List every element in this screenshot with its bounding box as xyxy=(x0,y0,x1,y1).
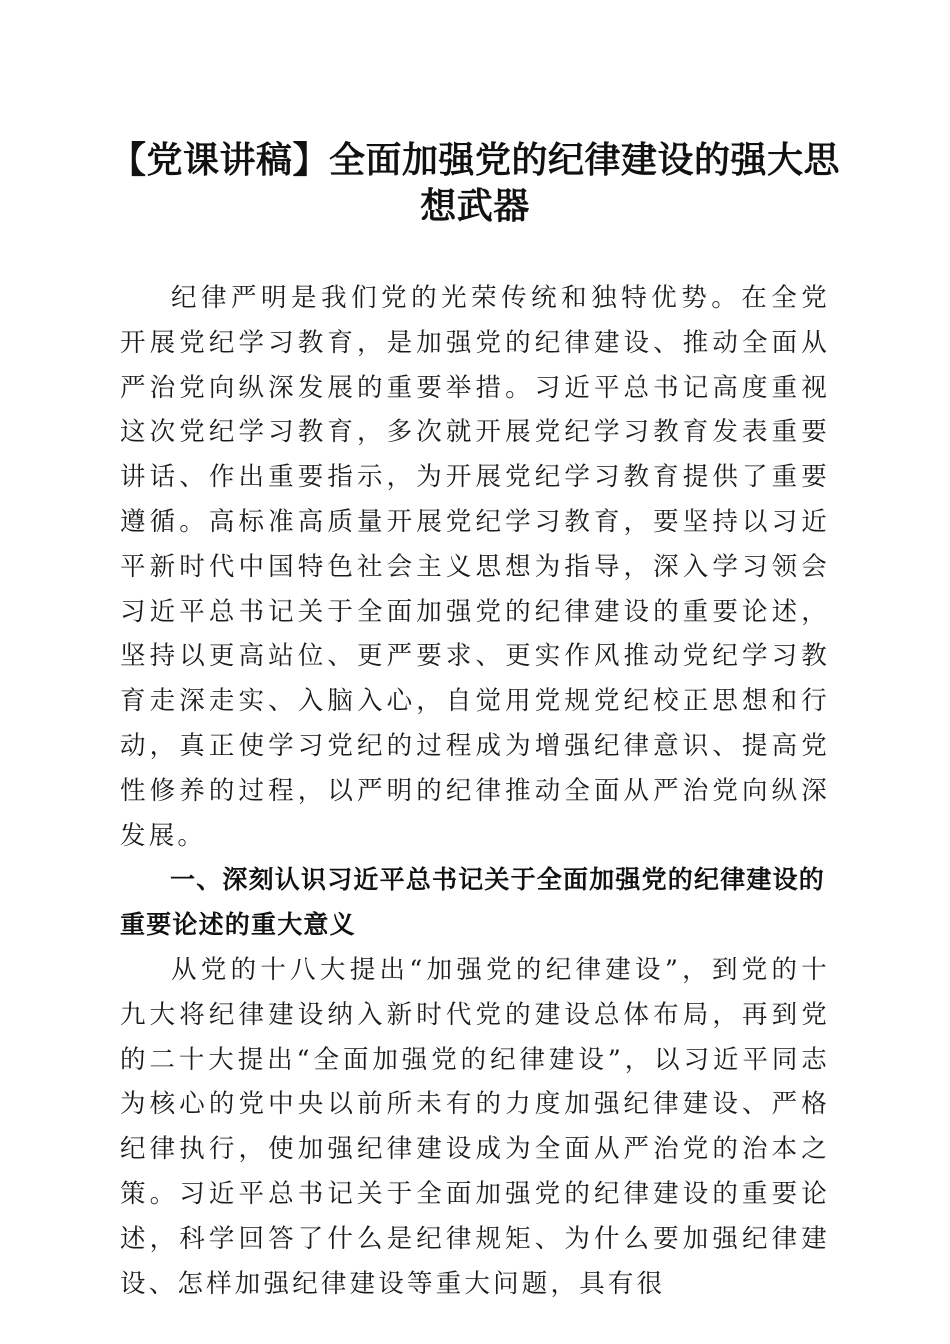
section-heading: 一、深刻认识习近平总书记关于全面加强党的纪律建设的重要论述的重大意义 xyxy=(120,865,826,940)
document-body xyxy=(120,276,830,1306)
document-title: 【党课讲稿】全面加强党的纪律建设的强大思想武器 xyxy=(109,140,840,227)
intro-paragraph: 纪律严明是我们党的光荣传统和独特优势。在全党开展党纪学习教育，是加强党的纪律建设、推动全面从严治党向纵深发展的重要举措。习近平总书记高度重视这次党纪学习教育，多次就开展党纪学习教育发表重要讲话、作出重要指示，为开展党纪学习教育提供了重要遵循。高标准高质量开展党纪学习教育，要坚持以习近平新时代中国特色社会主义思想为指导，深入学习领会习近平总书记关于全面加强党的纪律建设的重要论述，坚持以更高站位、更严要求、更实作风推动党纪学习教育走深走实、入脑入心，自觉用党规党纪校正思想和行动，真正使学习党纪的过程成为增强纪律意识、提高党性修养的过程，以严明的纪律推动全面从严治党向纵深发展。 xyxy=(120,283,830,851)
section-paragraph: 从党的十八大提出“加强党的纪律建设”，到党的十九大将纪律建设纳入新时代党的建设总体布局，再到党的二十大提出“全面加强党的纪律建设”，以习近平同志为核心的党中央以前所未有的力度加强纪律建设、严格纪律执行，使加强纪律建设成为全面从严治党的治本之策。习近平总书记关于全面加强党的纪律建设的重要论述，科学回答了什么是纪律规矩、为什么要加强纪律建设、怎样加强纪律建设等重大问题，具有很 xyxy=(120,954,830,1299)
